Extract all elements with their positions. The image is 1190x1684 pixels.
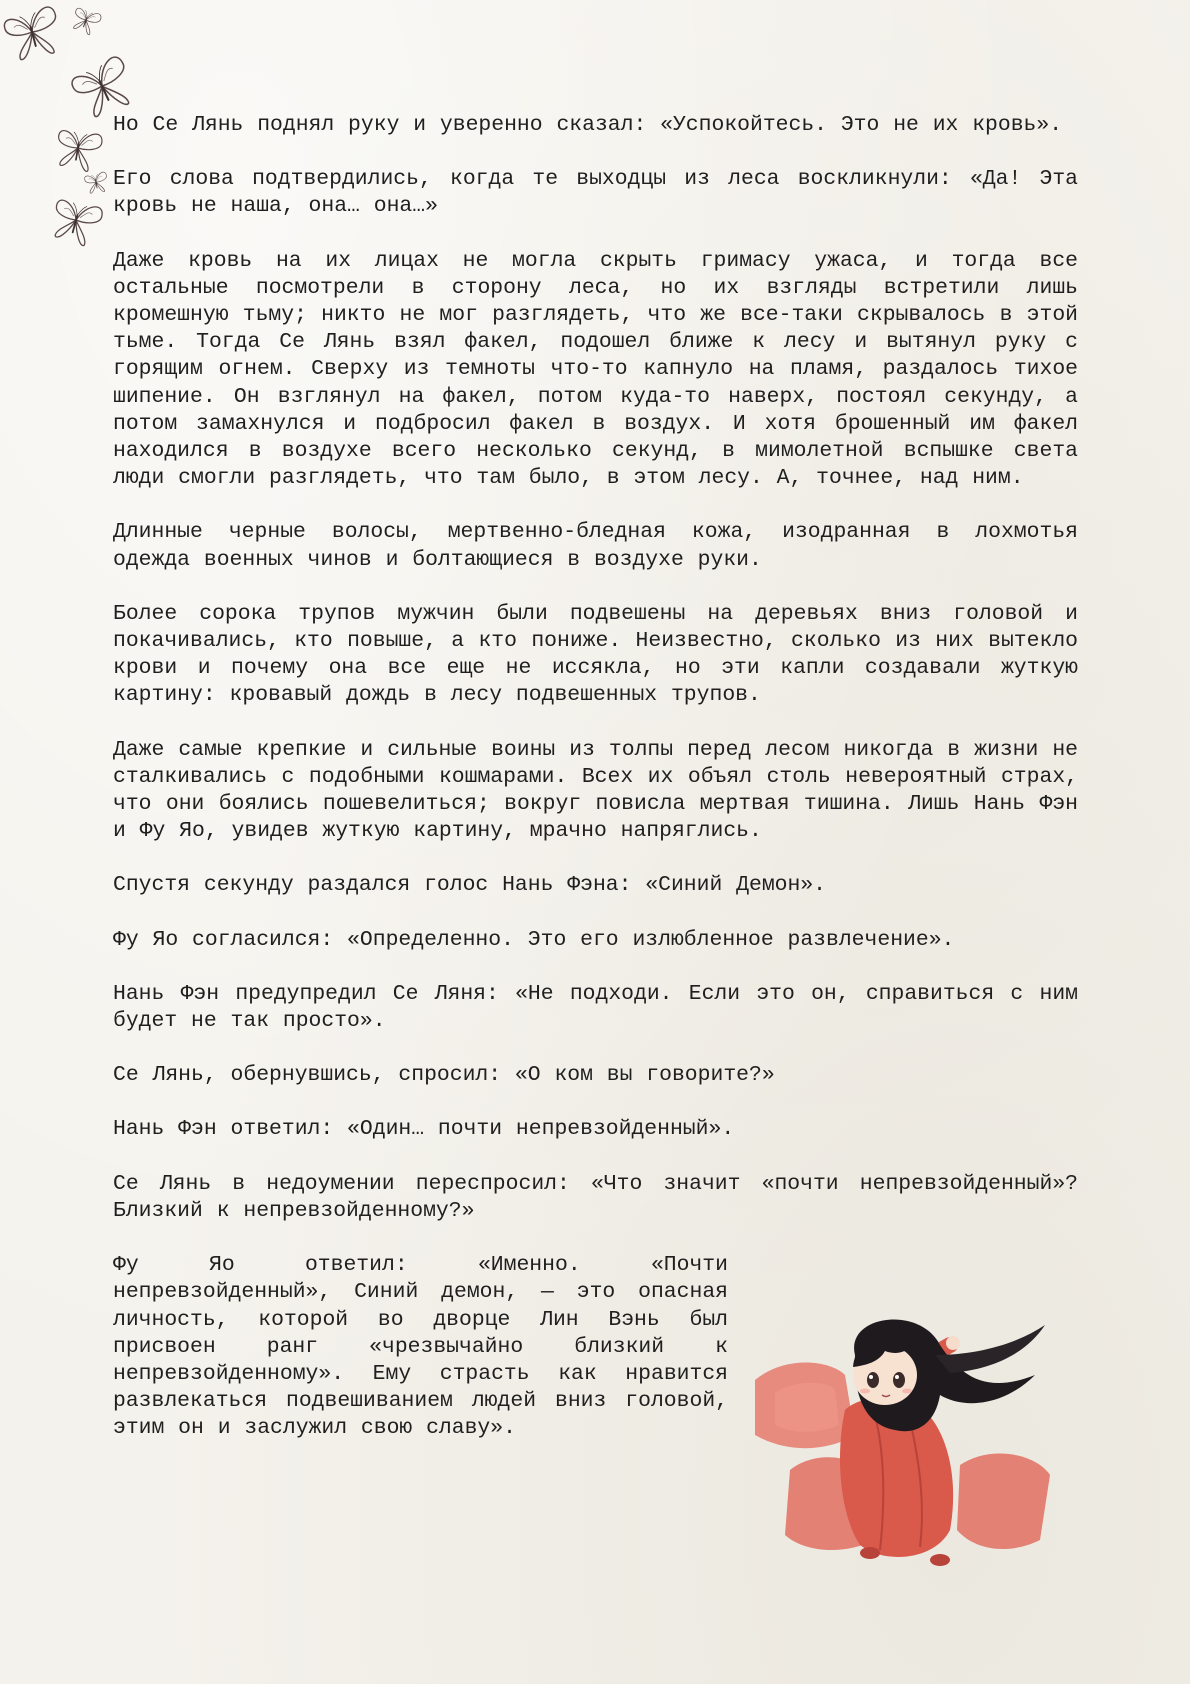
- paragraph: Фу Яо согласился: «Определенно. Это его излюбленное развлечение».: [113, 927, 955, 952]
- paragraph: Нань Фэн ответил: «Один… почти непревзойденный».: [113, 1117, 735, 1142]
- paragraph: Се Лянь, обернувшись, спросил: «О ком вы говорите?»: [113, 1063, 775, 1088]
- paragraph: Даже кровь на их лицах не могла скрыть гримасу ужаса, и тогда все остальные посмотрели в сторону леса, но их взгляды встретили лишь кромешную тьму; никто не мог разглядеть, что же все-таки скрывалось в этой тьме. Тогда Се Лянь взял факел, подошел ближе к лесу и вытянул руку с горящим огнем. Сверху из темноты что-то капнуло на пламя, раздалось тихое шипение. Он взглянул на факел, потом куда-то наверх, постоял секунду, а потом замахнулся и подбросил факел в воздух. И хотя брошенный им факел находился в воздухе всего несколько секунд, в мимолетной вспышке света люди смогли разглядеть, что там было, в этом лесу. А, точнее, над ним.: [113, 248, 1078, 491]
- paragraph: Фу Яо ответил: «Именно. «Почти непревзойденный», Синий демон, — это опасная личность, которой во дворце Лин Вэнь был присвоен ранг «чрезвычайно близкий к непревзойденному». Ему страсть как нравится развлекаться подвешиванием людей вниз головой, этим он и заслужил свою славу».: [113, 1253, 728, 1441]
- paragraph: Нань Фэн предупредил Се Ляня: «Не подходи. Если это он, справиться с ним будет не так просто».: [113, 981, 1078, 1034]
- paragraph: Длинные черные волосы, мертвенно-бледная кожа, изодранная в лохмотья одежда военных чинов и болтающиеся в воздухе руки.: [113, 520, 1078, 572]
- chibi-figure-illustration: [735, 1315, 1095, 1577]
- text-column: [113, 112, 1078, 1470]
- paragraph: Даже самые крепкие и сильные воины из толпы перед лесом никогда в жизни не сталкивались с подобными кошмарами. Всех их объял столь невероятный страх, что они боялись пошевелиться; вокруг повисла мертвая тишина. Лишь Нань Фэн и Фу Яо, увидев жуткую картину, мрачно напряглись.: [113, 737, 1078, 844]
- paragraph: Более сорока трупов мужчин были подвешены на деревьях вниз головой и покачивались, кто повыше, а кто пониже. Неизвестно, сколько из них вытекло крови и почему она все еще не иссякла, но эти капли создавали жуткую картину: кровавый дождь в лесу подвешенных трупов.: [113, 601, 1078, 708]
- paragraph: Се Лянь в недоумении переспросил: «Что значит «почти непревзойденный»? Близкий к непревзойденному?»: [113, 1171, 1078, 1223]
- paragraph: Его слова подтвердились, когда те выходцы из леса воскликнули: «Да! Эта кровь не наша, она… она…»: [113, 167, 1078, 219]
- paragraph: Спустя секунду раздался голос Нань Фэна: «Синий Демон».: [113, 873, 827, 898]
- paragraph: Но Се Лянь поднял руку и уверенно сказал: «Успокойтесь. Это не их кровь».: [113, 113, 1063, 137]
